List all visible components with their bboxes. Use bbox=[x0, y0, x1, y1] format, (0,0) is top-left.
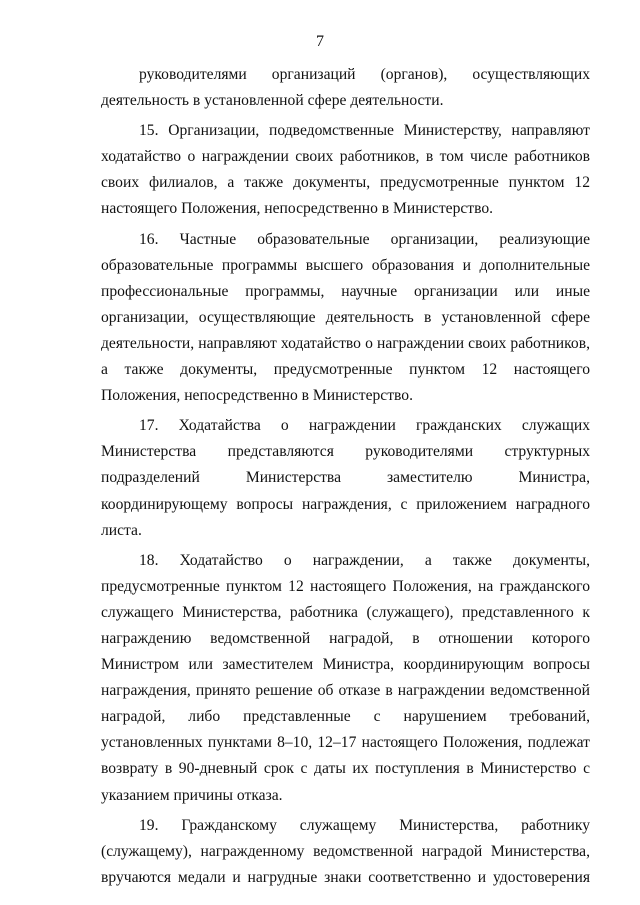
paragraph-19: 19. Гражданскому служащему Министерства, работнику (служащему), награжденному ведомственной наградой Министерства, вручаются медали и нагрудные знаки соответственно и удостоверения bbox=[101, 816, 590, 886]
paragraph-16: 16. Частные образовательные организации, реализующие образовательные программы высшего образования и дополнительные профессиональные программы, научные организации или иные организации, осуществляющие деятельность в установленной сфере деятельности, направляют ходатайство о награждении своих работников, а также документы, предусмотренные пунктом 12 настоящего Положения, непосредственно в Министерство. bbox=[101, 230, 590, 405]
paragraph-continuation: руководителями организаций (органов), осуществляющих деятельность в установленной сфере деятельности. bbox=[101, 66, 590, 110]
paragraph-17: 17. Ходатайства о награждении гражданских служащих Министерства представляются руководителями структурных подразделений Министерства заместителю Министра, координирующему вопросы награждения, с приложением наградного листа. bbox=[101, 417, 590, 539]
paragraph-18: 18. Ходатайство о награждении, а также документы, предусмотренные пунктом 12 настоящего Положения, на гражданского служащего Министерства, работника (служащего), представленного к награждению ведомственной наградой, в отношении которого Министром или заместителем Министра, координирующим вопросы награждения, принято решение об отказе в награждении ведомственной наградой, либо представленные с нарушением требований, установленных пунктами 8–10, 12–17 настоящего Положения, подлежат возврату в 90-дневный срок с даты их поступления в Министерство с указанием причины отказа. bbox=[101, 551, 590, 804]
paragraph-15: 15. Организации, подведомственные Министерству, направляют ходатайство о награждении своих работников, в том числе работников своих филиалов, а также документы, предусмотренные пунктом 12 настоящего Положения, непосредственно в Министерство. bbox=[101, 122, 590, 218]
document-body bbox=[101, 62, 590, 895]
page-number: 7 bbox=[316, 33, 324, 50]
